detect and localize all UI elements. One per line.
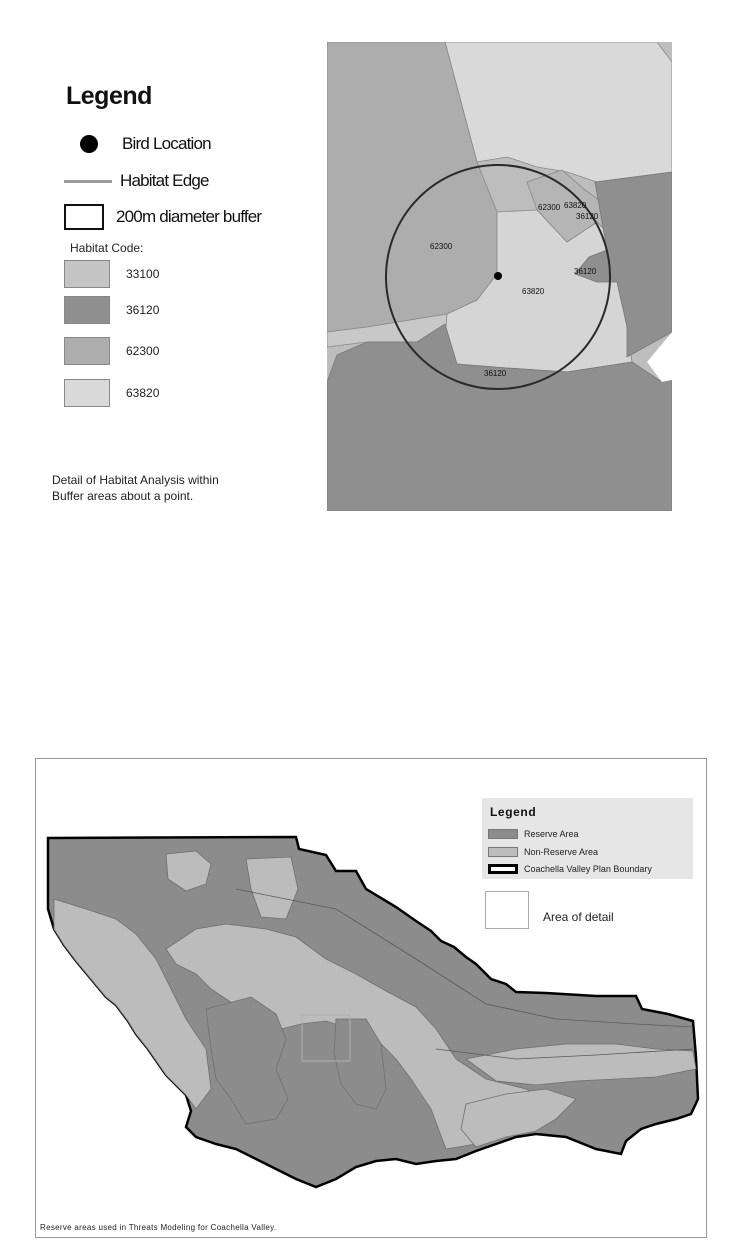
detail-caption-line: Detail of Habitat Analysis within — [52, 473, 219, 487]
habitat-code-item — [64, 379, 159, 407]
habitat-code-item — [64, 296, 159, 324]
buffer-label: 200m diameter buffer — [116, 207, 262, 226]
non-reserve-swatch — [488, 847, 518, 857]
legend-item-bird-location — [64, 128, 211, 160]
habitat-swatch — [64, 337, 110, 365]
polygon-label: 36120 — [484, 369, 507, 378]
habitat-edge-line-icon — [64, 180, 112, 183]
legend-item-non-reserve — [488, 847, 598, 857]
habitat-swatch — [64, 379, 110, 407]
habitat-edge-label: Habitat Edge — [120, 171, 209, 190]
reserve-label: Reserve Area — [524, 829, 579, 839]
polygon-label: 36120 — [574, 267, 597, 276]
bird-location-point — [494, 272, 502, 280]
detail-legend-title: Legend — [66, 82, 152, 110]
area-of-detail-swatch — [485, 891, 529, 929]
polygon-label: 62300 — [538, 203, 561, 212]
polygon-label: 36120 — [576, 212, 599, 221]
habitat-polygon-63820 — [445, 42, 672, 182]
area-of-detail-label: Area of detail — [543, 910, 614, 924]
habitat-code-value: 33100 — [126, 267, 160, 281]
habitat-code-value: 63820 — [126, 386, 160, 400]
polygon-label: 63820 — [522, 287, 545, 296]
detail-caption — [52, 472, 219, 504]
buffer-box-icon — [64, 204, 104, 230]
legend-item-boundary — [488, 864, 652, 874]
habitat-code-item — [64, 260, 159, 288]
bird-location-label: Bird Location — [122, 134, 211, 153]
legend-item-habitat-edge — [64, 165, 209, 197]
legend-item-reserve — [488, 829, 579, 839]
bird-location-icon — [80, 135, 98, 153]
habitat-swatch — [64, 296, 110, 324]
habitat-code-value: 36120 — [126, 303, 160, 317]
boundary-swatch — [488, 864, 518, 874]
habitat-code-value: 62300 — [126, 344, 160, 358]
habitat-detail-map — [327, 42, 672, 511]
region-legend — [482, 798, 693, 879]
boundary-label: Coachella Valley Plan Boundary — [524, 864, 652, 874]
reserve-swatch — [488, 829, 518, 839]
region-legend-title: Legend — [490, 805, 537, 819]
habitat-swatch — [64, 260, 110, 288]
non-reserve-label: Non-Reserve Area — [524, 847, 599, 857]
detail-caption-line: Buffer areas about a point. — [52, 489, 194, 503]
legend-item-buffer — [64, 201, 276, 233]
region-caption: Reserve areas used in Threats Modeling for Coachella Valley. — [40, 1223, 277, 1232]
polygon-label: 63820 — [564, 201, 587, 210]
habitat-code-heading: Habitat Code: — [70, 241, 144, 255]
polygon-label: 62300 — [430, 242, 453, 251]
habitat-code-item — [64, 337, 159, 365]
